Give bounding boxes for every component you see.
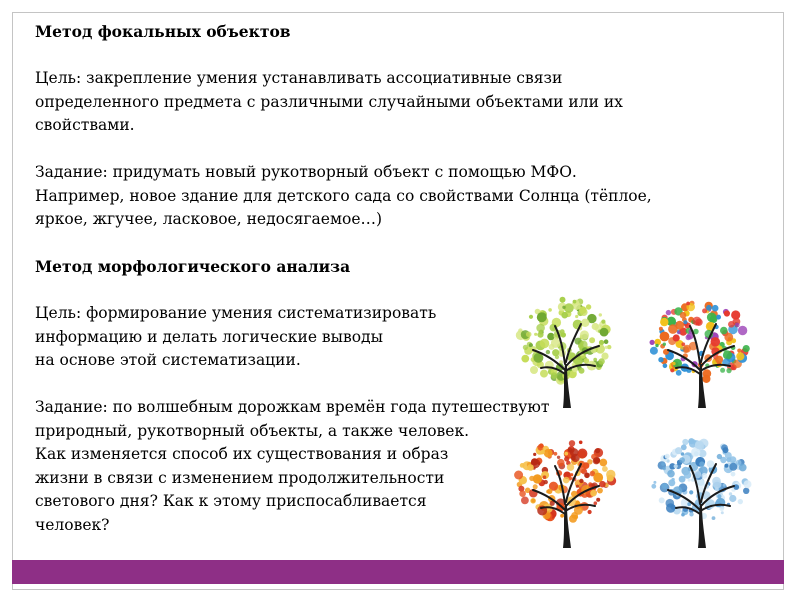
bottom-accent-bar bbox=[12, 560, 784, 584]
section1-goal-line: Цель: закрепление умения устанавливать ассоциативные связи bbox=[35, 69, 563, 87]
section1-task-line: Например, новое здание для детского сада со свойствами Солнца (тёплое, bbox=[35, 186, 652, 205]
section2-task-line: жизни в связи с изменением продолжительности bbox=[35, 468, 445, 487]
section2-task-line: природный, рукотворный объекты, а также человек. bbox=[35, 421, 470, 440]
section2-title: Метод морфологического анализа bbox=[35, 257, 351, 276]
section1-goal-line: определенного предмета с различными случайными объектами или их bbox=[35, 92, 623, 111]
section1-goal-line: свойствами. bbox=[35, 116, 135, 134]
spring-tree-icon bbox=[505, 290, 625, 410]
section1-task-line: яркое, жгучее, ласковое, недосягаемое…) bbox=[35, 210, 383, 228]
section2-task-line: Как изменяется способ их существования и образ bbox=[35, 445, 449, 463]
section1-title: Метод фокальных объектов bbox=[35, 22, 291, 41]
section2-goal-line: на основе этой систематизации. bbox=[35, 351, 301, 369]
winter-tree-icon bbox=[640, 430, 760, 550]
autumn-tree-icon bbox=[505, 430, 625, 550]
seasons-trees-illustration bbox=[505, 290, 775, 550]
section2-goal-line: Цель: формирование умения систематизировать bbox=[35, 304, 437, 322]
summer-tree-icon bbox=[640, 290, 760, 410]
section2-task-line: человек? bbox=[35, 515, 110, 534]
section2-task-line: светового дня? Как к этому приспосабливается bbox=[35, 492, 427, 510]
section2-task-line: Задание: по волшебным дорожкам времён года путешествуют bbox=[35, 398, 550, 416]
section2-goal-line: информацию и делать логические выводы bbox=[35, 327, 383, 346]
section1-task-line: Задание: придумать новый рукотворный объект с помощью МФО. bbox=[35, 163, 577, 181]
